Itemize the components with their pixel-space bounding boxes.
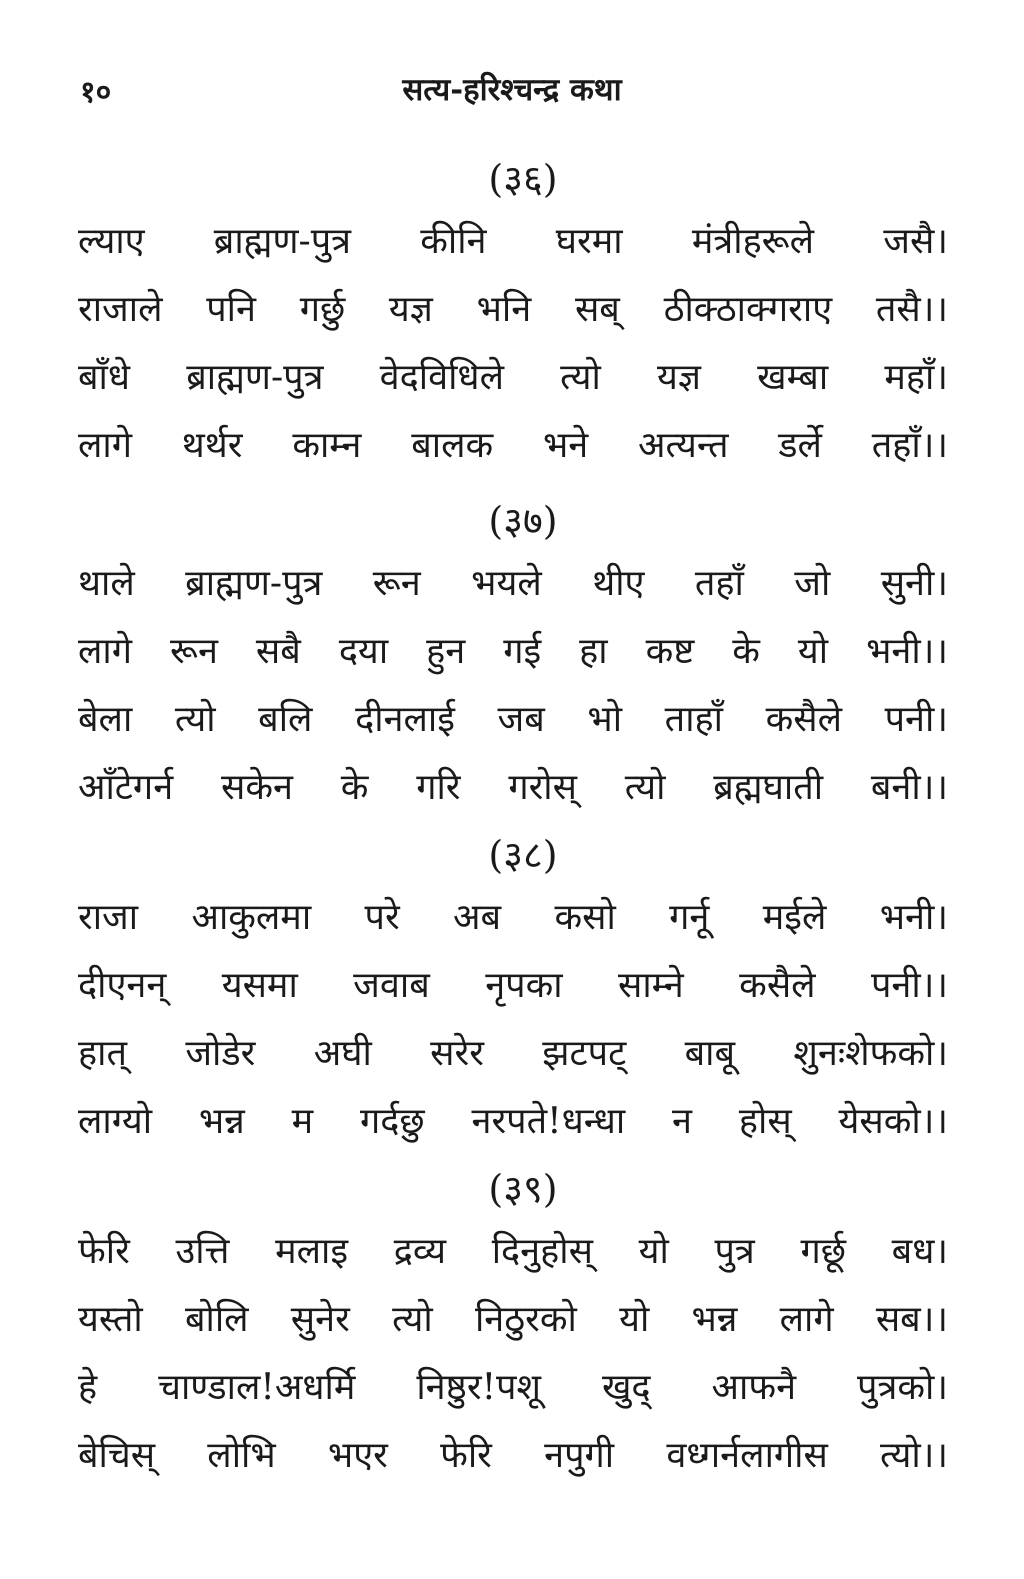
- stanza-number: (३६): [488, 157, 558, 201]
- verse-line: राजा आकुलमा परे अब कसो गर्नू मईले भनी।: [78, 897, 948, 938]
- verse-line: थाले ब्राह्मण-पुत्र रून भयले थीए तहाँ जो सुनी।: [78, 563, 948, 604]
- verse-line: बाँधे ब्राह्मण-पुत्र वेदविधिले त्यो यज्ञ खम्बा महाँ।: [78, 357, 948, 398]
- verse-line: लाग्यो भन्न म गर्दछु नरपते!धन्धा न होस् येसको।।: [78, 1101, 948, 1142]
- running-title: सत्य-हरिश्चन्द्र कथा: [402, 72, 622, 108]
- verse-line: राजाले पनि गर्छु यज्ञ भनि सब् ठीक्ठाक्गराए तसै।।: [78, 289, 948, 330]
- page-header: [0, 62, 1024, 112]
- verse-line: हात् जोडेर अघी सरेर झटपट् बाबू शुनःशेफको।: [78, 1033, 948, 1074]
- page-number: १०: [80, 75, 112, 110]
- verse-line: बेचिस् लोभि भएर फेरि नपुगी वध्गर्नलागीस त्यो।।: [78, 1435, 948, 1476]
- stanza-number: (३८): [488, 833, 558, 877]
- stanza-38: [78, 826, 948, 1156]
- verse-line: बेला त्यो बलि दीनलाई जब भो ताहाँ कसैले पनी।: [78, 699, 948, 740]
- verse-line: लागे थर्थर काम्न बालक भने अत्यन्त डर्ले तहाँ।।: [78, 425, 948, 466]
- stanza-number: (३७): [488, 499, 558, 543]
- verse-line: हे चाण्डाल!अधर्मि निष्ठुर!पशू खुद् आफनै पुत्रको।: [78, 1367, 948, 1408]
- stanza-number: (३९): [488, 1167, 558, 1211]
- stanza-36: [78, 150, 948, 480]
- verse-line: लागे रून सबै दया हुन गई हा कष्ट के यो भनी।।: [78, 631, 948, 672]
- verse-line: यस्तो बोलि सुनेर त्यो निठुरको यो भन्न लागे सब।।: [78, 1299, 948, 1340]
- stanza-37: [78, 492, 948, 822]
- stanza-39: [78, 1160, 948, 1490]
- verse-line: आँटेगर्न सकेन के गरि गरोस् त्यो ब्रह्मघाती बनी।।: [78, 767, 948, 808]
- verse-line: फेरि उत्ति मलाइ द्रव्य दिनुहोस् यो पुत्र गर्छू बध।: [78, 1231, 948, 1272]
- verse-line: ल्याए ब्राह्मण-पुत्र कीनि घरमा मंत्रीहरूले जसै।: [78, 221, 948, 262]
- verse-line: दीएनन् यसमा जवाब नृपका साम्ने कसैले पनी।।: [78, 965, 948, 1006]
